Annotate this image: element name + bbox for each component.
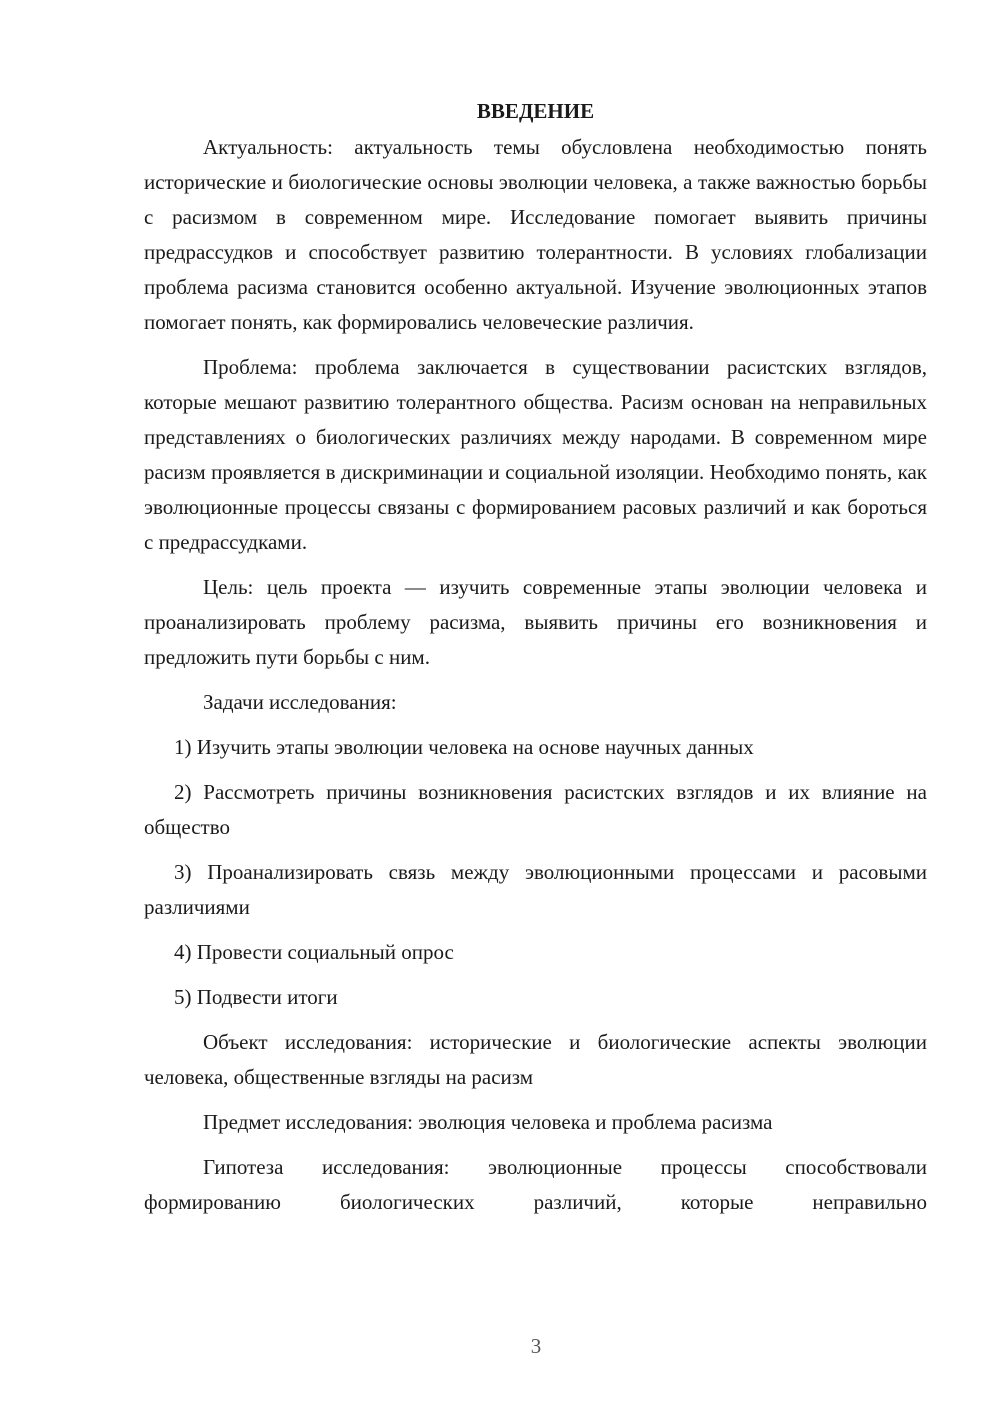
hypothesis-paragraph: Гипотеза исследования: эволюционные процессы способствовали формированию биологических различий, которые неправильно bbox=[144, 1155, 927, 1214]
task-item-2: 2) Рассмотреть причины возникновения расистских взглядов и их влияние на общество bbox=[144, 780, 927, 839]
goal-paragraph: Цель: цель проекта — изучить современные этапы эволюции человека и проанализировать проблему расизма, выявить причины его возникновения и предложить пути борьбы с ним. bbox=[144, 575, 927, 669]
subject-paragraph: Предмет исследования: эволюция человека и проблема расизма bbox=[203, 1110, 773, 1134]
problem-paragraph: Проблема: проблема заключается в существовании расистских взглядов, которые мешают развитию толерантного общества. Расизм основан на неправильных представлениях о биологических различиях между народами. В современном мире расизм проявляется в дискриминации и социальной изоляции. Необходимо понять, как эволюционные процессы связаны с формированием расовых различий и как бороться с предрассудками. bbox=[144, 355, 927, 554]
page-number: 3 bbox=[530, 1334, 542, 1358]
task-item-4: 4) Провести социальный опрос bbox=[174, 940, 454, 964]
tasks-heading: Задачи исследования: bbox=[203, 690, 397, 714]
page-content bbox=[144, 94, 927, 1220]
task-item-3: 3) Проанализировать связь между эволюционными процессами и расовыми различиями bbox=[144, 860, 927, 919]
relevance-paragraph: Актуальность: актуальность темы обусловлена необходимостью понять исторические и биологические основы эволюции человека, а также важностью борьбы с расизмом в современном мире. Исследование помогает выявить причины предрассудков и способствует развитию толерантности. В условиях глобализации проблема расизма становится особенно актуальной. Изучение эволюционных этапов помогает понять, как формировались человеческие различия. bbox=[144, 135, 927, 334]
task-item-1: 1) Изучить этапы эволюции человека на основе научных данных bbox=[174, 735, 754, 759]
task-item-5: 5) Подвести итоги bbox=[174, 985, 338, 1009]
page-title: ВВЕДЕНИЕ bbox=[476, 99, 595, 123]
object-paragraph: Объект исследования: исторические и биологические аспекты эволюции человека, общественные взгляды на расизм bbox=[144, 1030, 927, 1089]
